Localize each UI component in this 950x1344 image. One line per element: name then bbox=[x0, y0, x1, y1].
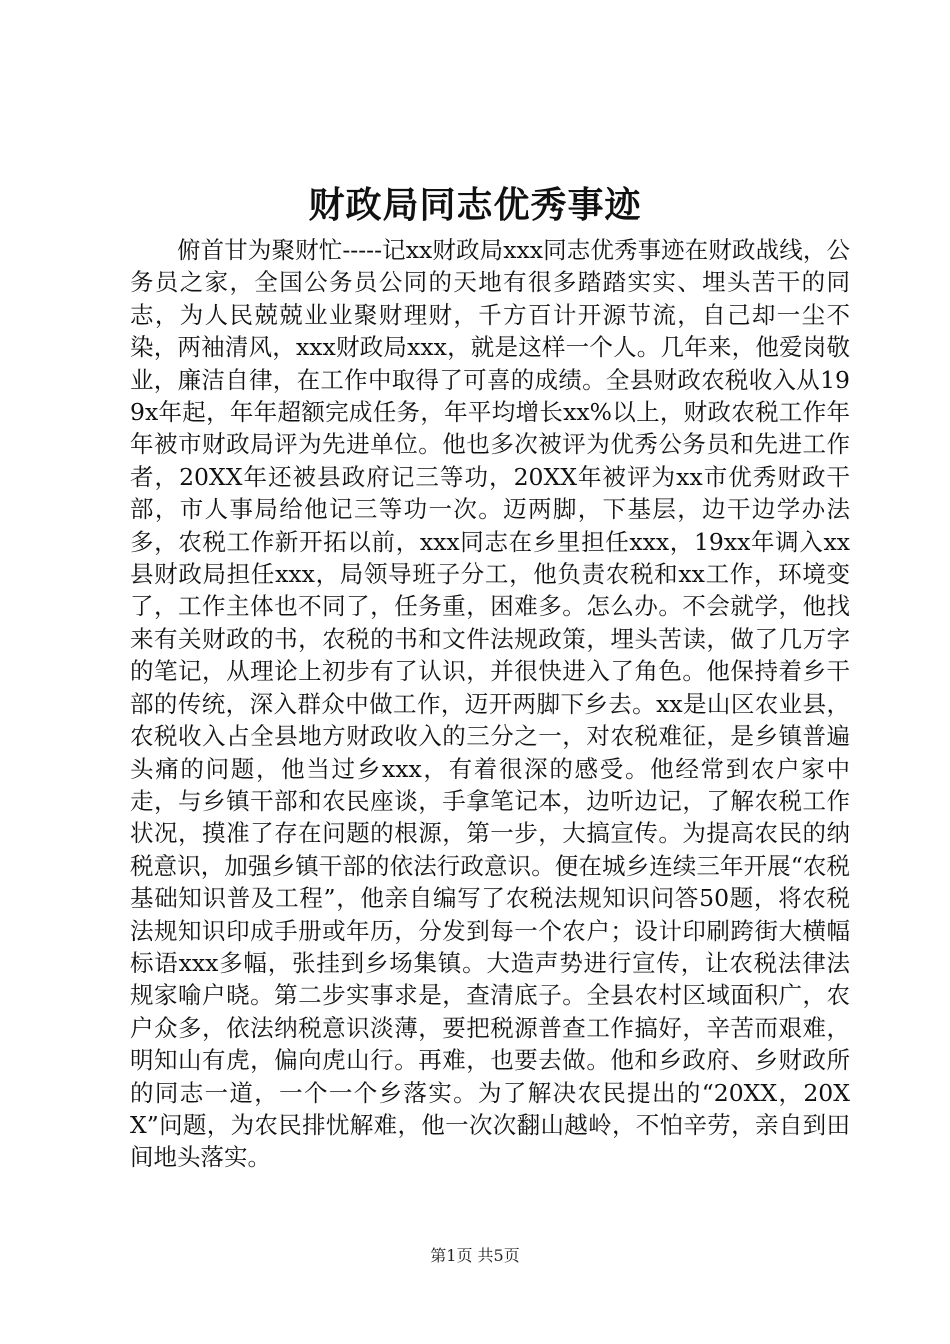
document-title: 财政局同志优秀事迹 bbox=[308, 184, 642, 226]
document-body-paragraph: 俯首甘为聚财忙-----记xx财政局xxx同志优秀事迹在财政战线，公务员之家，全国公务员公同的天地有很多踏踏实实、埋头苦干的同志，为人民兢兢业业聚财理财，千方百计开源节流，自己却一尘不染，两袖清风，xxx财政局xxx，就是这样一个人。几年来，他爱岗敬业，廉洁自律，在工作中取得了可喜的成绩。全县财政农税收入从199x年起，年年超额完成任务，年平均增长xx%以上，财政农税工作年年被市财政局评为先进单位。他也多次被评为优秀公务员和先进工作者，20XX年还被县政府记三等功，20XX年被评为xx市优秀财政干部，市人事局给他记三等功一次。迈两脚，下基层，边干边学办法多，农税工作新开拓以前，xxx同志在乡里担任xxx，19xx年调入xx县财政局担任xxx，局领导班子分工，他负责农税和xx工作，环境变了，工作主体也不同了，任务重，困难多。怎么办。不会就学，他找来有关财政的书，农税的书和文件法规政策，埋头苦读，做了几万字的笔记，从理论上初步有了认识，并很快进入了角色。他保持着乡干部的传统，深入群众中做工作，迈开两脚下乡去。xx是山区农业县，农税收入占全县地方财政收入的三分之一，对农税难征，是乡镇普遍头痛的问题，他当过乡xxx，有着很深的感受。他经常到农户家中走，与乡镇干部和农民座谈，手拿笔记本，边听边记，了解农税工作状况，摸准了存在问题的根源，第一步，大搞宣传。为提高农民的纳税意识，加强乡镇干部的依法行政意识。便在城乡连续三年开展“农税基础知识普及工程”，他亲自编写了农税法规知识问答50题，将农税法规知识印成手册或年历，分发到每一个农户；设计印刷跨街大横幅标语xxx多幅，张挂到乡场集镇。大造声势进行宣传，让农税法律法规家喻户晓。第二步实事求是，查清底子。全县农村区域面积广，农户众多，依法纳税意识淡薄，要把税源普查工作搞好，辛苦而艰难，明知山有虎，偏向虎山行。再难，也要去做。他和乡政府、乡财政所的同志一道，一个一个乡落实。为了解决农民提出的“20XX，20XX”问题，为农民排忧解难，他一次次翻山越岭，不怕辛劳，亲自到田间地头落实。 bbox=[130, 236, 850, 1172]
page-number-footer: 第1页 共5页 bbox=[430, 1246, 520, 1265]
